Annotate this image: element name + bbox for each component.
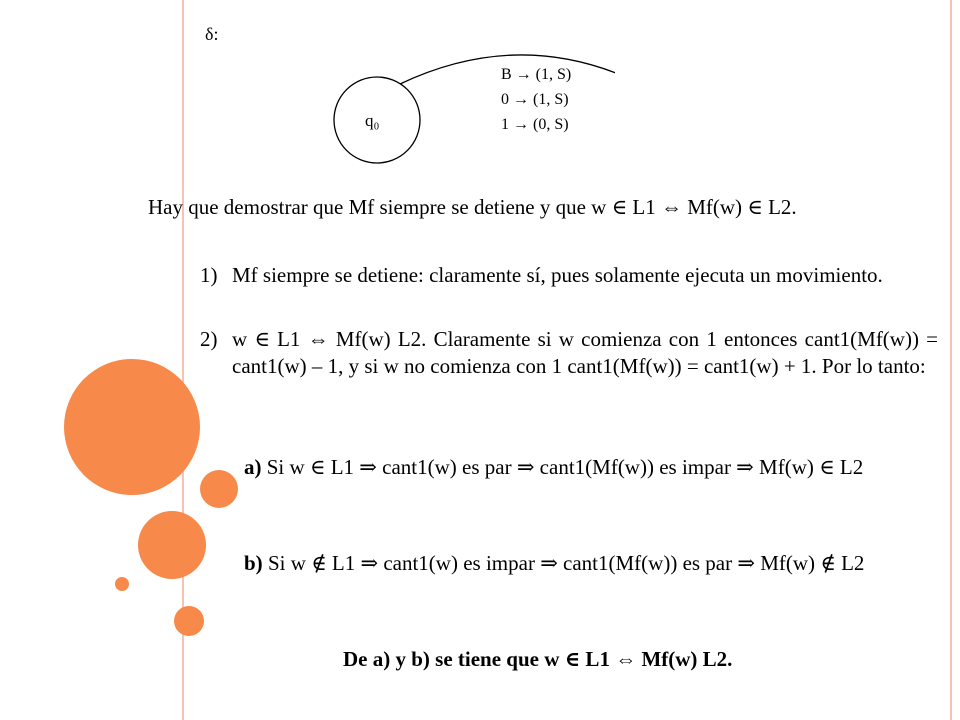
- transition-3: 1 → (0, S): [501, 116, 569, 133]
- item-2-number: 2): [200, 327, 218, 351]
- right-border-line: [950, 0, 952, 720]
- decorative-circle-medium: [138, 511, 206, 579]
- transition-1: B → (1, S): [501, 66, 572, 83]
- decorative-circle-small-2: [174, 606, 204, 636]
- delta-label: δ:: [205, 24, 219, 44]
- state-diagram: [195, 0, 615, 175]
- decorative-circle-small: [200, 470, 238, 508]
- state-q0-label: q₀: [365, 111, 380, 130]
- item-1-number: 1): [200, 263, 218, 287]
- transition-2: 0 → (1, S): [501, 91, 569, 108]
- decorative-circle-tiny: [115, 577, 129, 591]
- item-2-text: w ∈ L1 ⇔ Mf(w) L2. Claramente si w comienza con 1 entonces cant1(Mf(w)) = cant1(w) – 1, y si w no comienza con 1 cant1(Mf(w)) = cant1(w) + 1. Por lo tanto:: [232, 327, 938, 378]
- case-b-label: b): [244, 551, 263, 575]
- case-a-label: a): [244, 455, 262, 479]
- case-a-text: Si w ∈ L1 ⇒ cant1(w) es par ⇒ cant1(Mf(w)) es impar ⇒ Mf(w) ∈ L2: [266, 455, 864, 479]
- case-a: [244, 454, 938, 481]
- intro-paragraph: Hay que demostrar que Mf siempre se detiene y que w ∈ L1 ⇔ Mf(w) ∈ L2.: [148, 195, 797, 219]
- case-b-text: Si w ∉ L1 ⇒ cant1(w) es impar ⇒ cant1(Mf(w)) es par ⇒ Mf(w) ∉ L2: [267, 551, 865, 575]
- case-b: [244, 550, 938, 577]
- decorative-circle-large: [64, 359, 200, 495]
- item-1-text: Mf siempre se detiene: claramente sí, pues solamente ejecuta un movimiento.: [232, 263, 883, 287]
- conclusion: De a) y b) se tiene que w ∈ L1 ⇔ Mf(w) L2.: [343, 647, 733, 671]
